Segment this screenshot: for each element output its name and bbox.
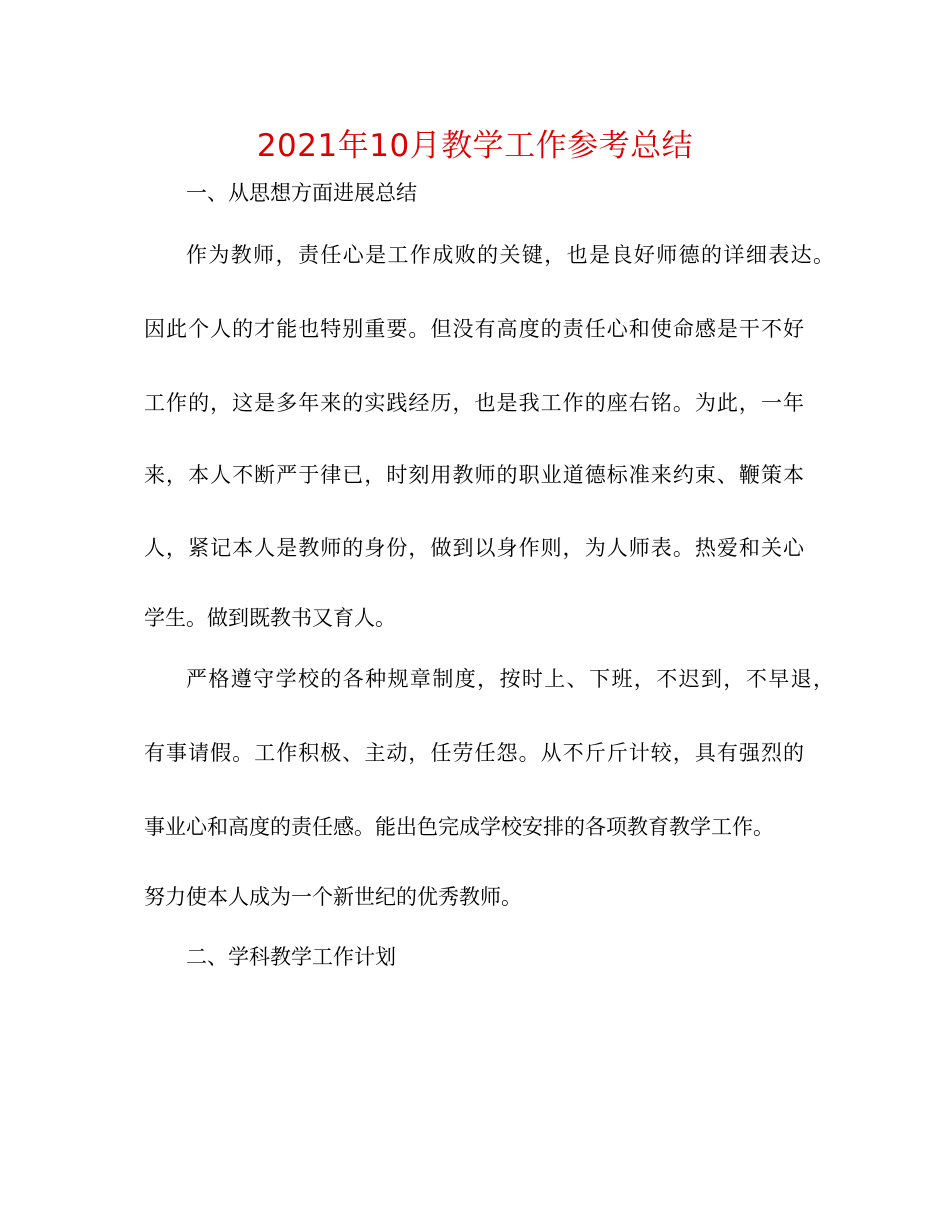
- section-heading-1: 一、从思想方面进展总结: [186, 181, 417, 205]
- paragraph-2-line-2: 有事请假。工作积极、主动，任劳任怨。从不斤斤计较，具有强烈的: [144, 741, 804, 765]
- paragraph-2-line-3: 事业心和高度的责任感。能出色完成学校安排的各项教育教学工作。: [144, 815, 774, 839]
- paragraph-1-line-1: 作为教师，责任心是工作成败的关键，也是良好师德的详细表达。: [186, 243, 834, 267]
- paragraph-1-line-4: 来，本人不断严于律已，时刻用教师的职业道德标准来约束、鞭策本: [144, 463, 804, 487]
- paragraph-1-line-6: 学生。做到既教书又育人。: [144, 606, 396, 630]
- section-heading-2: 二、学科教学工作计划: [186, 945, 396, 969]
- paragraph-1-line-2: 因此个人的才能也特别重要。但没有高度的责任心和使命感是干不好: [144, 317, 804, 341]
- paragraph-2-line-1: 严格遵守学校的各种规章制度，按时上、下班，不迟到，不早退，: [186, 667, 834, 691]
- paragraph-1-line-3: 工作的，这是多年来的实践经历，也是我工作的座右铭。为此，一年: [144, 391, 804, 415]
- page-title: 2021年10月教学工作参考总结: [256, 128, 694, 164]
- paragraph-2-line-4: 努力使本人成为一个新世纪的优秀教师。: [144, 885, 522, 909]
- paragraph-1-line-5: 人，紧记本人是教师的身份，做到以身作则，为人师表。热爱和关心: [144, 536, 804, 560]
